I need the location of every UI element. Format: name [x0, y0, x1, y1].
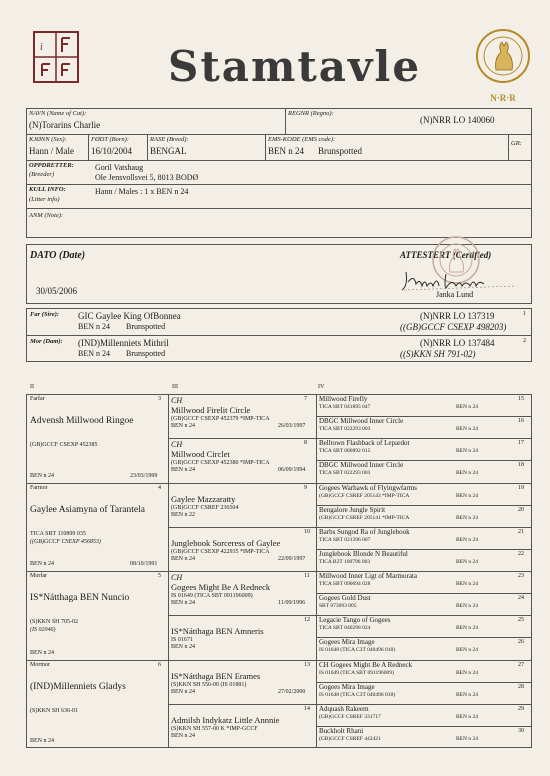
- gen4-ems: BEN n 24: [456, 691, 478, 698]
- gen3-reg: (GB)GCCF CSEXP 452379 *IMP-TICA: [171, 416, 270, 422]
- gen4-number: 26: [518, 639, 524, 646]
- gen-header-2: II: [30, 384, 34, 390]
- gen4-name: Millwood Firefly: [319, 395, 368, 403]
- gen2-relation-label: Farmor: [30, 484, 48, 491]
- cat-ems-desc: Brunspotted: [318, 146, 362, 156]
- gen3-name: Millwood Circlet: [171, 449, 230, 460]
- gen4-reg: (GB)GCCF CSREF 442421: [319, 735, 381, 742]
- gen2-number: 4: [158, 484, 161, 491]
- gen4-number: 15: [518, 396, 524, 402]
- cert-date: 30/05/2006: [36, 286, 78, 296]
- breeder-name: Goril Vatshaug: [95, 163, 144, 172]
- gen4-name: Gogees Warhawk of Flyingwfarms: [319, 483, 417, 492]
- sire-reg: (N)NRR LO 137319: [420, 311, 495, 321]
- gen4-reg: TICA SBT 041895 047: [319, 404, 371, 410]
- gen3-ems: BEN n 22: [171, 511, 195, 518]
- gen3-reg: (GB)GCCF CSEXP 452380 *IMP-TICA: [171, 460, 270, 467]
- certified-label: ATTESTERT (Certified): [400, 250, 492, 260]
- breeder-label: OPPDRETTER:: [29, 162, 74, 169]
- gen4-number: 30: [518, 727, 524, 734]
- gen4-reg: IS 01648 (TICA C3T 040496 018): [319, 647, 396, 654]
- gen2-number: 5: [158, 573, 161, 579]
- gen2-ems: BEN n 24: [30, 561, 54, 567]
- nrr-seal-icon: [474, 26, 532, 88]
- fife-logo-icon: [28, 28, 84, 86]
- gen4-ems: BEN n 24: [456, 404, 478, 410]
- gen4-number: 28: [518, 683, 524, 690]
- gen2-reg: TICA SBT 110899 035: [30, 530, 86, 537]
- gen2-reg: (S)KKN SH 636-01: [30, 707, 78, 714]
- gen3-reg: IS 01671: [171, 637, 193, 644]
- gen3-ems: BEN n 24: [171, 555, 195, 562]
- gen4-reg: IS 01648 (TICA C3T 040496 018): [319, 691, 396, 698]
- gen2-number: 6: [158, 661, 161, 668]
- gen4-ems: BEN n 24: [456, 426, 478, 433]
- gen3-title: CH: [171, 573, 183, 582]
- gen4-reg: (GB)GCCF CSREF 205141 *IMP-TICA: [319, 514, 410, 521]
- gen3-ems: BEN n 24: [171, 644, 195, 651]
- gen3-ems: BEN n 24: [171, 423, 195, 429]
- signer-name: Janka Lund: [436, 290, 474, 299]
- gen3-title: CH: [171, 440, 183, 450]
- gen4-reg: IS 01649 (TICA SBT 091196009): [319, 669, 394, 676]
- ems-label: EMS-KODE (EMS code):: [268, 136, 336, 143]
- gen3-number: 7: [304, 396, 307, 402]
- breed-label: RASE (Breed):: [150, 136, 189, 143]
- gen3-number: 10: [304, 528, 310, 535]
- gen3-number: 14: [304, 705, 310, 712]
- dam-label: Mor (Dam):: [30, 338, 63, 345]
- gen3-name: Gogees Might Be A Redneck: [171, 582, 271, 592]
- gen2-name: IS*Nátthaga BEN Nuncio: [30, 593, 130, 603]
- dam-reg2: ((S)KKN SH 791-02): [400, 349, 476, 359]
- gen4-reg: TICA B2T 100796 003: [319, 558, 371, 565]
- gen2-name: (IND)Millenniets Gladys: [30, 681, 126, 692]
- gen3-reg: IS 01649 (TICA SBT 091196009): [171, 593, 253, 599]
- gen3-number: 9: [304, 484, 307, 491]
- gen2-reg: (S)KKN SH 705-02: [30, 619, 78, 625]
- gen4-ems: BEN n 24: [456, 625, 478, 632]
- gen4-name: Gogees Mira Image: [319, 682, 375, 691]
- gen3-ems: BEN n 24: [171, 732, 195, 739]
- sire-name: GIC Gaylee King OfBonnea: [78, 311, 181, 321]
- dam-reg: (N)NRR LO 137484: [420, 338, 495, 348]
- gen4-ems: BEN n 24: [456, 647, 478, 654]
- fife-logo: [28, 28, 84, 86]
- gen3-reg: (GB)GCCF CSREF 236504: [171, 504, 239, 511]
- pedigree-divider: [168, 483, 316, 484]
- gen4-name: Junglebook Blonde N Beautiful: [319, 549, 408, 558]
- pedigree-divider: [26, 660, 168, 661]
- gen3-name: Millwood Firelit Circle: [171, 405, 251, 415]
- gen2-ems: BEN n 24: [30, 738, 54, 744]
- nrr-text: N·R·R: [490, 93, 516, 103]
- gen4-reg: TICA SBT 080892 015: [319, 448, 371, 455]
- gen-header-3: III: [172, 384, 178, 390]
- gen2-ems: BEN n 24: [30, 472, 54, 479]
- breeder-label-en: (Breeder): [29, 171, 55, 178]
- gen3-reg: (S)KKN SH 557-00 K *IMP-GCCF: [171, 725, 258, 732]
- gen3-reg: (S)KKN SH 556-00 (IS 01881): [171, 681, 247, 688]
- gen3-date: 22/09/1997: [278, 555, 306, 562]
- sire-ems: BEN n 24: [78, 322, 110, 331]
- gen4-ems: BEN n 24: [456, 492, 478, 499]
- gen4-ems: BEN n 24: [456, 558, 478, 565]
- gen4-reg: SBT 073093 005: [319, 603, 357, 610]
- date-label: DATO (Date): [30, 250, 86, 261]
- gen4-ems: BEN n 24: [456, 448, 478, 455]
- gen4-number: 23: [518, 573, 524, 579]
- gen4-ems: BEN n 24: [456, 470, 478, 477]
- regnr-label: REGNR (Regno):: [288, 110, 334, 117]
- gen4-number: 25: [518, 617, 524, 624]
- cat-sex: Hann / Male: [29, 146, 74, 156]
- pedigree-divider: [168, 438, 316, 439]
- svg-text:i: i: [40, 42, 43, 53]
- gen3-date: 06/09/1994: [278, 467, 306, 474]
- gen3-date: 26/03/1997: [278, 423, 306, 429]
- cat-born: 16/10/2004: [91, 146, 133, 156]
- gen3-ems: BEN n 24: [171, 688, 195, 695]
- gen4-reg: (GB)GCCF CSREF 331717: [319, 713, 381, 720]
- gen4-ems: BEN n 24: [456, 536, 478, 543]
- gen3-name: Admilsh Indykatz Little Annnie: [171, 714, 280, 725]
- dam-name: (IND)Millenniets Mithril: [78, 338, 169, 348]
- pedigree-divider: [168, 571, 316, 572]
- gen4-name: DBGC Millwood Inner Circle: [319, 417, 404, 426]
- gen2-relation-label: Farfar: [30, 396, 45, 402]
- gen3-name: IS*Nátthaga BEN Amneris: [171, 626, 264, 637]
- gen3-ems: BEN n 24: [171, 467, 195, 474]
- gen4-number: 21: [518, 528, 524, 535]
- gen4-number: 16: [518, 418, 524, 425]
- gen2-name: Advensh Millwood Ringoe: [30, 416, 134, 426]
- page-title: Stamtavle: [168, 42, 422, 91]
- gen3-name: IS*Nátthaga BEN Erames: [171, 670, 261, 681]
- dam-ems: BEN n 24: [78, 349, 110, 358]
- gen2-date: 08/10/1991: [130, 561, 158, 567]
- gen3-reg: (GB)GCCF CSEXP 422935 *IMP-TICA: [171, 548, 270, 555]
- gen2-ems: BEN n 24: [30, 649, 54, 656]
- gen4-reg: TICA SBT 022293 003: [319, 426, 371, 433]
- sire-label: Far (Sire):: [30, 311, 60, 318]
- pedigree-divider: [168, 704, 316, 705]
- gen4-name: Millwood Inner Ligt of Marmorata: [319, 572, 417, 580]
- gen2-reg2: (IS 02046): [30, 627, 56, 633]
- litter-info: Hann / Males : 1 x BEN n 24: [95, 187, 189, 196]
- sire-ems-desc: Brunspotted: [126, 322, 166, 331]
- gen4-name: Buckholt Rhani: [319, 726, 364, 735]
- gen4-ems: BEN n 24: [456, 735, 478, 742]
- gen4-reg: TICA SBT 021396 007: [319, 536, 371, 543]
- gen4-name: DBGC Millwood Inner Circle: [319, 461, 404, 470]
- gen4-ems: BEN n 24: [456, 603, 478, 610]
- dam-num: 2: [523, 338, 526, 344]
- sire-reg2: ((GB)GCCF CSEXP 498203): [400, 322, 507, 332]
- pedigree-divider: [26, 483, 168, 484]
- litter-label: KULL INFO:: [29, 186, 66, 193]
- gen2-date: 23/03/1999: [130, 472, 158, 479]
- gen2-relation-label: Mormor: [30, 661, 50, 668]
- sire-num: 1: [523, 311, 526, 317]
- gen4-name: Gogees Mira Image: [319, 638, 375, 647]
- cat-name: (N)Torarins Charlie: [29, 120, 101, 130]
- note-label: ANM (Note):: [29, 212, 64, 219]
- gen4-name: Adquash Rakeem: [319, 704, 369, 713]
- gen4-name: Legacie Tango of Gogees: [319, 616, 391, 625]
- born-label: FØDT (Born):: [91, 136, 129, 143]
- gen4-name: Barbs Sungod Ra of Junglebook: [319, 527, 410, 536]
- sex-label: KJØNN (Sex):: [29, 136, 67, 143]
- gen4-ems: BEN n 24: [456, 669, 478, 676]
- gen4-name: Gogees Gold Dust: [319, 594, 371, 603]
- gen3-number: 13: [304, 661, 310, 668]
- pedigree-divider: [168, 527, 316, 528]
- gen4-ems: BEN n 24: [456, 581, 478, 587]
- cat-regnr: (N)NRR LO 140060: [420, 115, 495, 125]
- gen4-name: CH Gogees Might Be A Redneck: [319, 660, 413, 669]
- gen2-reg: (GB)GCCF CSEXP 452385: [30, 442, 98, 448]
- gen3-ems: BEN n 24: [171, 600, 195, 606]
- gen4-number: 20: [518, 506, 524, 513]
- dam-ems-desc: Brunspotted: [126, 349, 166, 358]
- gen2-reg2: ((GB)GCCF CSEXP 456853): [30, 538, 101, 545]
- gen2-number: 3: [158, 396, 161, 402]
- cat-breed: BENGAL: [150, 146, 187, 156]
- litter-label-en: (Litter info): [29, 196, 60, 203]
- gen4-number: 24: [518, 595, 524, 602]
- gen-header-4: IV: [318, 384, 325, 390]
- pedigree-divider: [168, 660, 316, 661]
- gen4-name: Belltown Flashback of Lepardot: [319, 439, 410, 448]
- gen3-name: Junglebook Sorceress of Gaylee: [171, 537, 281, 548]
- gen4-reg: TICA SBT 090694 028: [319, 581, 371, 587]
- gen3-date: 11/09/1996: [278, 600, 306, 606]
- gen3-number: 12: [304, 617, 310, 624]
- gen4-number: 19: [518, 484, 524, 491]
- gen4-number: 17: [518, 440, 524, 447]
- breeder-address: Ole Jensvollsvei 5, 8013 BODØ: [95, 173, 199, 182]
- gen3-name: Gaylee Mazzaratty: [171, 493, 236, 504]
- gr-label: GR:: [511, 140, 522, 147]
- gen4-number: 29: [518, 705, 524, 712]
- gen2-relation-label: Morfar: [30, 573, 47, 579]
- gen3-number: 11: [304, 573, 310, 579]
- gen3-title: CH: [171, 396, 183, 405]
- gen4-number: 18: [518, 462, 524, 469]
- gen4-name: Bengalore Jungle Spirit: [319, 505, 386, 514]
- gen2-name: Gaylee Asiamyna of Tarantela: [30, 504, 145, 515]
- gen4-number: 27: [518, 661, 524, 668]
- name-label: NAVN (Name of Cat):: [29, 110, 87, 117]
- gen4-reg: TICA SBT 022293 003: [319, 470, 371, 477]
- gen3-number: 8: [304, 440, 307, 447]
- gen4-reg: TICA SBT 040298 024: [319, 625, 371, 632]
- cat-ems: BEN n 24: [268, 146, 304, 156]
- pedigree-divider: [26, 571, 168, 572]
- gen3-date: 27/02/2000: [278, 688, 306, 695]
- pedigree-divider: [168, 615, 316, 616]
- nrr-seal: [474, 26, 532, 103]
- gen4-ems: BEN n 24: [456, 713, 478, 720]
- gen4-reg: (GB)GCCF CSREF 205143 *IMP-TICA: [319, 492, 410, 499]
- gen4-ems: BEN n 24: [456, 514, 478, 521]
- gen4-number: 22: [518, 550, 524, 557]
